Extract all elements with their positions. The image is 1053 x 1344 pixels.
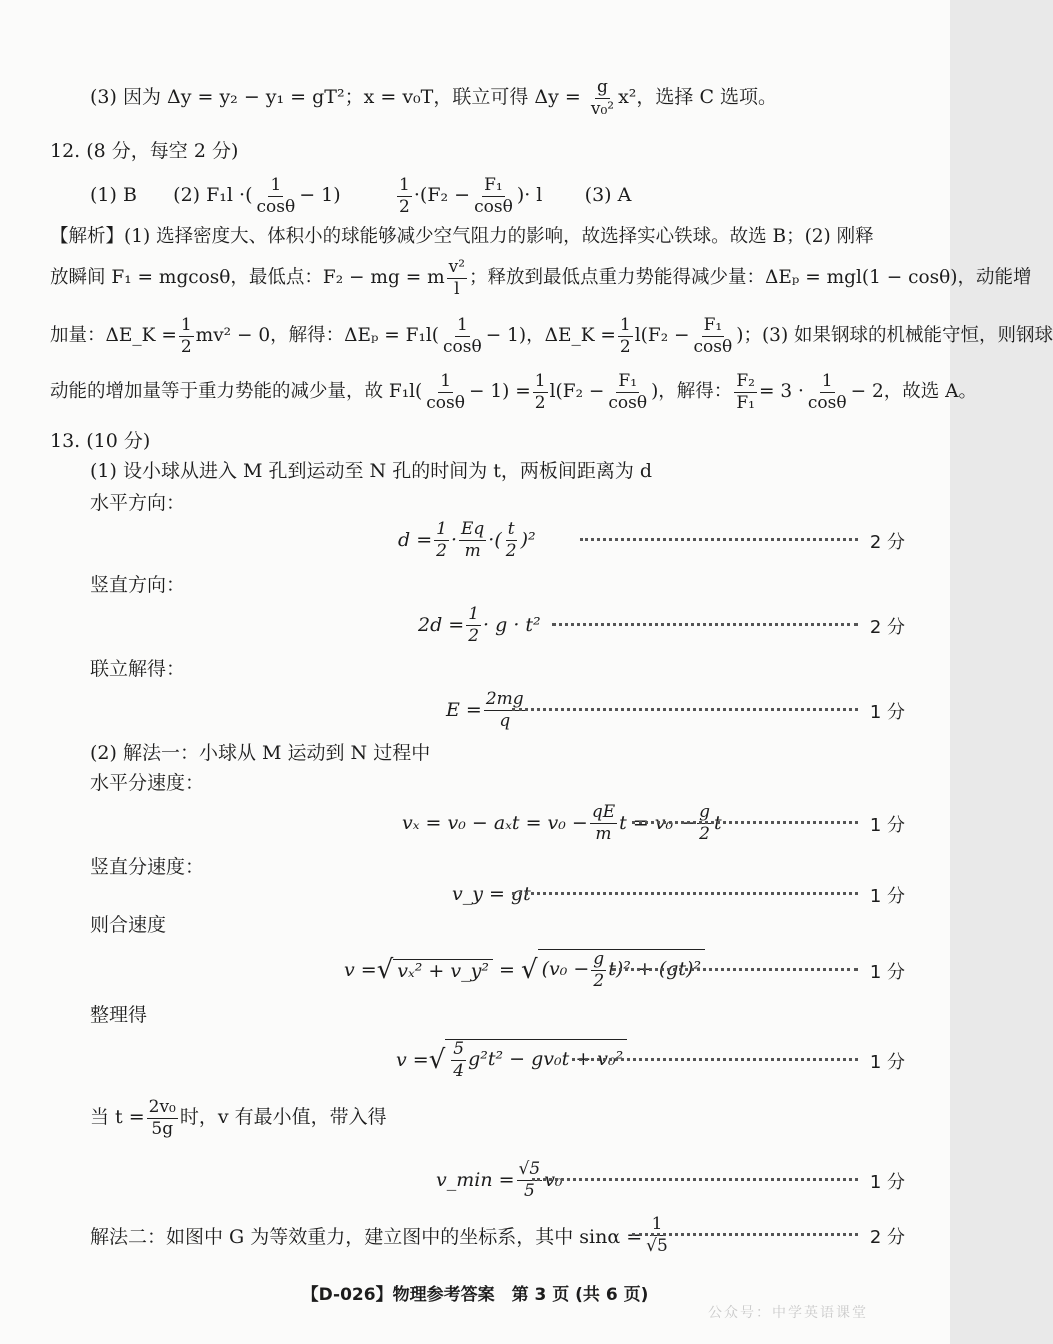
q12-heading: 12. (8 分，每空 2 分) xyxy=(50,140,239,162)
q13-part2: (2) 解法一：小球从 M 运动到 N 过程中 xyxy=(90,742,431,764)
page-footer: 【D-026】物理参考答案 第 3 页 (共 6 页) xyxy=(301,1285,649,1305)
equation-row-4: vₓ = v₀ − aₓt = v₀ − $\frac{qE}{m}$ t = v₀ − $\frac{g}{2}$ t 1 分 xyxy=(402,801,905,844)
label-combined-velocity: 则合速度 xyxy=(90,914,167,936)
text: ，选择 C 选项。 xyxy=(636,86,778,109)
analysis-line-3: 加量：ΔE_K = $\frac{1}{2}$ mv² − 0，解得：ΔEₚ = F₁l( $\frac{1}{\cos\theta}$ − 1)，ΔE_K = $\frac{1}{2}$ l(F₂ − $\frac{\text{F₁}}{\cos\theta}$ )；(3) 如果钢球的机械能守恒，则钢球 xyxy=(50,315,1053,357)
label-horizontal-velocity: 水平分速度： xyxy=(90,772,205,794)
fraction: $\frac{g}{\text{v₀²}}$ xyxy=(590,77,615,119)
min-condition-line: 当 t = $\frac{\text{2v₀}}{5g}$ 时，v 有最小值，带入得 xyxy=(90,1097,387,1139)
score: 2 分 xyxy=(869,1227,905,1248)
score: 1 分 xyxy=(869,1052,905,1073)
analysis-line-4: 动能的增加量等于重力势能的减少量，故 F₁l( $\frac{1}{\cos\theta}$ − 1) = $\frac{1}{2}$ l(F₂ − $\frac{\text{F₁}}{\cos\theta}$ )，解得： $\frac{\text{F₂}}{\text{F₁}}$ = 3 · $\frac{1}{\cos\theta}$ − 2，故选 A。 xyxy=(50,371,977,413)
q13-part1: (1) 设小球从进入 M 孔到运动至 N 孔的时间为 t，两板间距离为 d xyxy=(90,460,653,482)
score: 1 分 xyxy=(869,962,905,983)
equation-row-3: E = $\frac{2mg}{q}$ 1 分 xyxy=(446,688,905,731)
q11-part3-line: (3) 因为 Δy = y₂ − y₁ = gT²；x = v₀T，联立可得 Δy = $\frac{g}{\text{v₀²}}$ x²，选择 C 选项。 xyxy=(90,77,778,119)
method-two-row: 解法二：如图中 G 为等效重力，建立图中的坐标系，其中 sinα = $\frac{1}{√5}$ 2 分 xyxy=(90,1213,905,1256)
equation-row-5: v_y = gt 1 分 xyxy=(452,883,905,907)
equation-row-2: 2d = $\frac{1}{2}$ · g · t² 2 分 xyxy=(418,603,905,646)
score: 1 分 xyxy=(869,886,905,907)
score: 1 分 xyxy=(869,1172,905,1193)
label-solve: 联立解得： xyxy=(90,658,186,680)
analysis-line-1: 【解析】(1) 选择密度大、体积小的球能够减少空气阻力的影响，故选择实心铁球。故选 B；(2) 刚释 xyxy=(50,226,874,247)
equation-row-8: v_min = $\frac{√5}{5}$ v₀ 1 分 xyxy=(436,1158,905,1201)
q13-heading: 13. (10 分) xyxy=(50,430,151,452)
label-vertical: 竖直方向： xyxy=(90,574,186,596)
equation-row-7: v = √ $\frac{5}{4}$ g²t² − gv₀t + v₀² 1 分 xyxy=(396,1039,905,1081)
label-vertical-velocity: 竖直分速度： xyxy=(90,856,205,878)
equation-row-6: v = √ vₓ² + v_y² = √ (v₀ − $\frac{g}{2}$ t)² + (gt)² 1 分 xyxy=(344,949,905,991)
text: (3) 因为 Δy = y₂ − y₁ = gT²；x = v₀T，联立可得 Δy = xyxy=(90,86,581,109)
score: 1 分 xyxy=(869,702,905,723)
analysis-line-2: 放瞬间 F₁ = mgcosθ，最低点：F₂ − mg = m $\frac{\text{v²}}{l}$ ；释放到最低点重力势能得减少量：ΔEₚ = mgl(1 − cosθ)，动能增 xyxy=(50,257,1032,299)
score: 2 分 xyxy=(869,532,905,553)
score: 2 分 xyxy=(869,617,905,638)
label-horizontal: 水平方向： xyxy=(90,492,186,514)
q12-answers: (1) B (2) F₁l ·( $\frac{1}{\cos\theta}$ − 1) $\frac{1}{2}$ ·(F₂ − $\frac{\text{F₁}}{\cos\theta}$ )· l (3) A xyxy=(90,175,632,217)
score: 1 分 xyxy=(869,815,905,836)
label-arrange: 整理得 xyxy=(90,1004,148,1026)
equation-row-1: d = $\frac{1}{2}$ · $\frac{Eq}{m}$ ·( $\frac{t}{2}$ )² 2 分 xyxy=(398,518,905,561)
watermark: 公众号：中学英语课堂 xyxy=(708,1305,868,1321)
